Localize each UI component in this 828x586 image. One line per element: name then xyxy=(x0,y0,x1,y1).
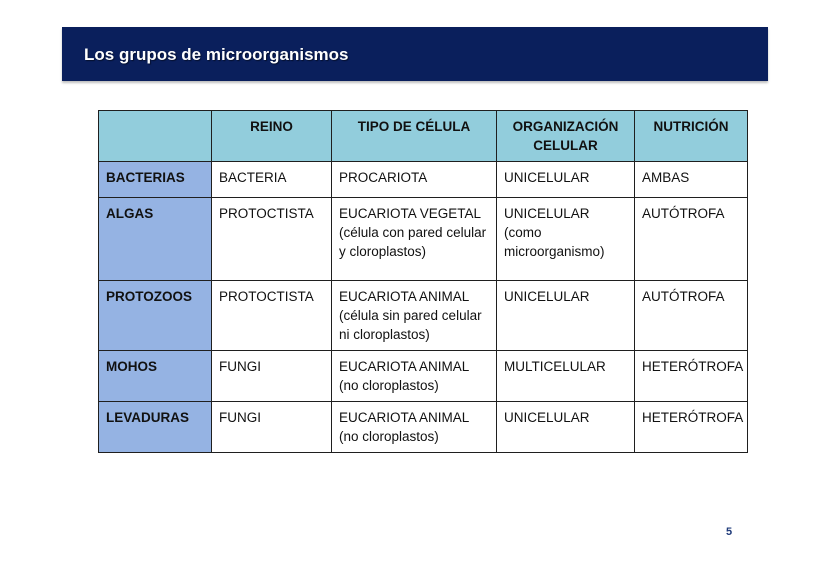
header-cell-empty xyxy=(99,111,212,162)
table-row xyxy=(99,198,748,281)
table-cell: PROTOCTISTA xyxy=(212,198,332,281)
table-cell: AUTÓTROFA xyxy=(635,198,748,281)
table-cell: BACTERIA xyxy=(212,162,332,198)
header-cell-tipo-celula: TIPO DE CÉLULA xyxy=(332,111,497,162)
table-cell: AMBAS xyxy=(635,162,748,198)
table-row xyxy=(99,402,748,453)
table-cell: UNICELULAR xyxy=(497,281,635,351)
table-cell: EUCARIOTA VEGETAL (célula con pared celular y cloroplastos) xyxy=(332,198,497,281)
table-cell: UNICELULAR xyxy=(497,402,635,453)
row-header-algas: ALGAS xyxy=(99,198,212,281)
row-header-protozoos: PROTOZOOS xyxy=(99,281,212,351)
header-cell-organizacion: ORGANIZACIÓN CELULAR xyxy=(497,111,635,162)
header-cell-reino: REINO xyxy=(212,111,332,162)
table-cell: PROCARIOTA xyxy=(332,162,497,198)
table-cell: UNICELULAR (como microorganismo) xyxy=(497,198,635,281)
header-cell-nutricion: NUTRICIÓN xyxy=(635,111,748,162)
table-row xyxy=(99,351,748,402)
table-cell: EUCARIOTA ANIMAL (no cloroplastos) xyxy=(332,402,497,453)
table-cell: UNICELULAR xyxy=(497,162,635,198)
title-bar xyxy=(62,27,768,81)
table-cell: HETERÓTROFA xyxy=(635,402,748,453)
page-title: Los grupos de microorganismos xyxy=(84,45,349,64)
table-cell: EUCARIOTA ANIMAL (no cloroplastos) xyxy=(332,351,497,402)
table-header-row xyxy=(99,111,748,162)
table-cell: FUNGI xyxy=(212,351,332,402)
row-header-mohos: MOHOS xyxy=(99,351,212,402)
row-header-levaduras: LEVADURAS xyxy=(99,402,212,453)
table-cell: AUTÓTROFA xyxy=(635,281,748,351)
table-row xyxy=(99,281,748,351)
table-cell: HETERÓTROFA xyxy=(635,351,748,402)
table-cell: PROTOCTISTA xyxy=(212,281,332,351)
table-cell: EUCARIOTA ANIMAL (célula sin pared celular ni cloroplastos) xyxy=(332,281,497,351)
table-row xyxy=(99,162,748,198)
page-number: 5 xyxy=(726,526,733,538)
table-cell: FUNGI xyxy=(212,402,332,453)
row-header-bacterias: BACTERIAS xyxy=(99,162,212,198)
microorganism-table xyxy=(98,110,748,453)
table-cell: MULTICELULAR xyxy=(497,351,635,402)
